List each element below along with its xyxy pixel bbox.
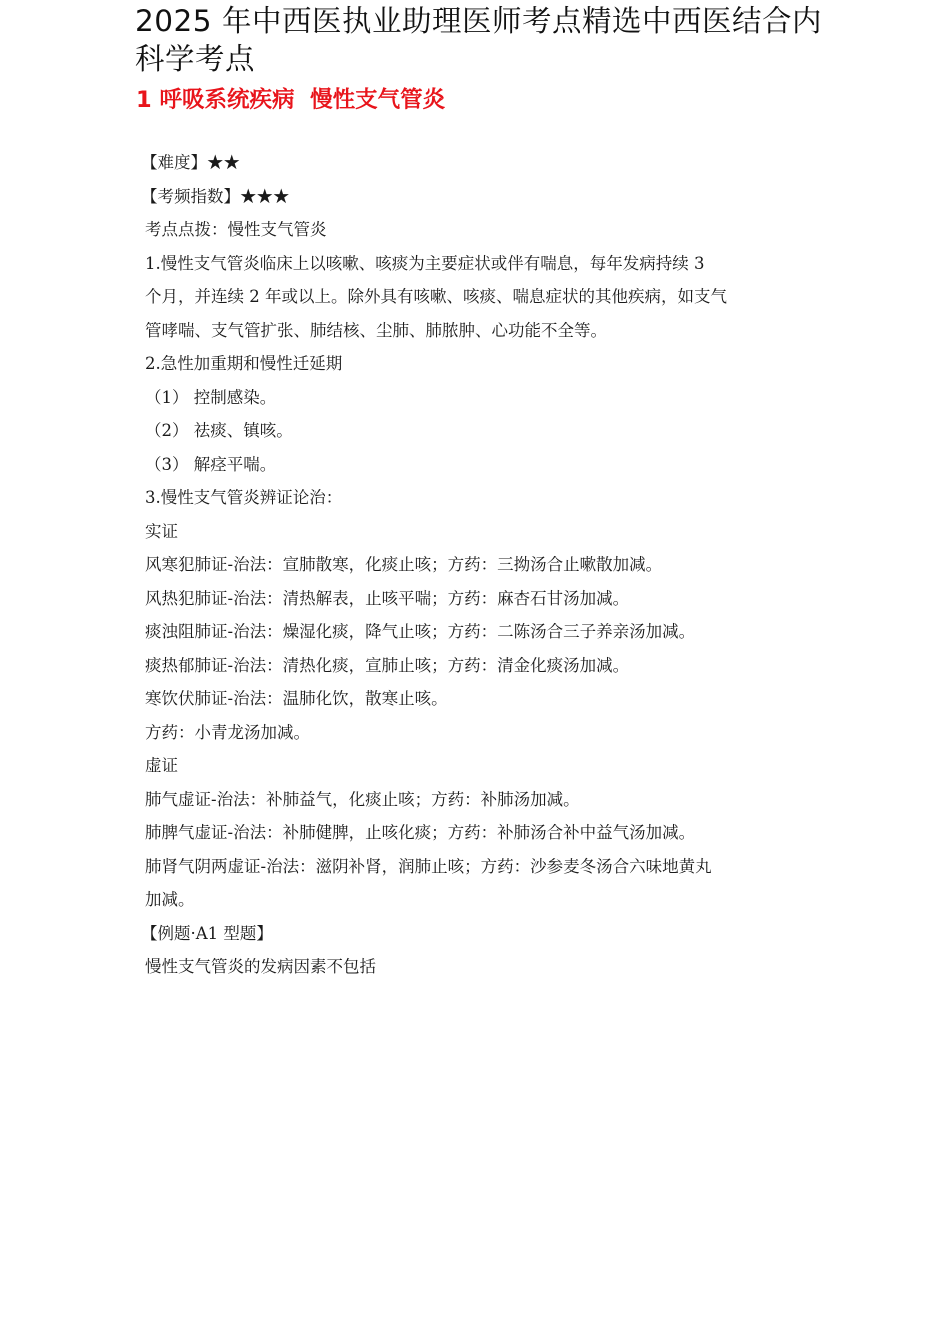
frequency-rating: 【考频指数】★★★ [141, 186, 290, 206]
item-3: 3.慢性支气管炎辨证论治： [145, 488, 343, 507]
excess-syndrome-1: 风寒犯肺证-治法：宣肺散寒，化痰止咳；方药：三拗汤合止嗽散加减。 [145, 555, 663, 574]
excess-syndrome-4: 痰热郁肺证-治法：清热化痰，宣肺止咳；方药：清金化痰汤加减。 [145, 655, 630, 675]
excess-syndrome-5: 寒饮伏肺证-治法：温肺化饮，散寒止咳。 [145, 689, 448, 708]
item-2-sub-1: （1） 控制感染。 [145, 387, 277, 407]
item-2-sub-2: （2） 祛痰、镇咳。 [145, 421, 293, 440]
excess-syndrome-3: 痰浊阻肺证-治法：燥湿化痰，降气止咳；方药：二陈汤合三子养亲汤加减。 [145, 622, 696, 641]
document-body [141, 146, 815, 984]
item-2: 2.急性加重期和慢性迁延期 [145, 354, 343, 373]
difficulty-rating: 【难度】★★ [141, 153, 240, 172]
key-point: 考点点拨：慢性支气管炎 [145, 220, 327, 239]
deficiency-syndrome-heading: 虚证 [145, 756, 178, 775]
example-question: 慢性支气管炎的发病因素不包括 [145, 957, 376, 976]
deficiency-syndrome-1: 肺气虚证-治法：补肺益气，化痰止咳；方药：补肺汤加减。 [145, 789, 580, 809]
document-title: 2025 年中西医执业助理医师考点精选中西医结合内科学考点 [135, 4, 822, 76]
excess-syndrome-2: 风热犯肺证-治法：清热解表，止咳平喘；方药：麻杏石甘汤加减。 [145, 588, 630, 608]
item-1-line-3: 管哮喘、支气管扩张、肺结核、尘肺、肺脓肿、心功能不全等。 [145, 320, 607, 340]
item-2-sub-3: （3） 解痉平喘。 [145, 454, 277, 474]
excess-syndrome-5-prescription: 方药：小青龙汤加减。 [145, 722, 310, 742]
deficiency-syndrome-2: 肺脾气虚证-治法：补肺健脾，止咳化痰；方药：补肺汤合补中益气汤加减。 [145, 823, 696, 842]
excess-syndrome-heading: 实证 [145, 521, 178, 541]
example-heading: 【例题·A1 型题】 [141, 923, 273, 943]
section-heading: 1 呼吸系统疾病 慢性支气管炎 [136, 87, 446, 113]
deficiency-syndrome-3-line-1: 肺肾气阴两虚证-治法：滋阴补肾，润肺止咳；方药：沙参麦冬汤合六味地黄丸 [145, 856, 712, 876]
item-1-line-1: 1.慢性支气管炎临床上以咳嗽、咳痰为主要症状或伴有喘息，每年发病持续 3 [145, 253, 705, 273]
item-1-line-2: 个月，并连续 2 年或以上。除外具有咳嗽、咳痰、喘息症状的其他疾病，如支气 [145, 287, 727, 306]
deficiency-syndrome-3-line-2: 加减。 [145, 890, 195, 909]
